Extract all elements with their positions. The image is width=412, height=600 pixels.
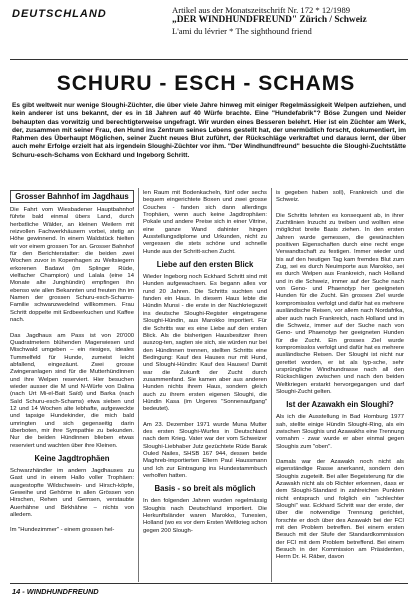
section-heading: Liebe auf den ersten Blick — [156, 260, 254, 270]
paragraph: In den folgenden Jahren wurden regelmässig Sloughis nach Deutschland importiert. Die Herkunftsländer waren Marokko, Tunesien, Holland (wo es vor dem Ersten Weltkrieg schon gegen 200 Slough- — [143, 498, 267, 534]
publication-info — [172, 5, 408, 36]
publication-line-2: „DER WINDHUNDFREUND" Zürich / Schweiz — [172, 15, 367, 26]
paragraph: is gegeben haben soll), Frankreich und die Schweiz. — [276, 190, 404, 204]
column-2 — [143, 190, 267, 535]
publication-line-3: L'ami du lévrier * The sighthound friend — [172, 25, 312, 36]
paragraph: Am 23. Dezember 1971 wurde Muna Mutter des ersten Sloughi-Wurfes in Deutschland nach dem Krieg. Vater war der vom Schweizer Sloughi-Liebhaber Jutz gezüchtete Rüde Barak Ouled Nailes, SHSB 167 944, dessen beide Maghreb-importierten Eltern Paul Haussmann und Ich zur Eintragung ins Hundestammbuch verholfen hatten. — [143, 421, 267, 480]
paragraph: Damals war der Azawakh noch nicht als eigenständige Rasse anerkannt, sondern den Sloughis zugeteilt. Bei aller Begeisterung für die Azawakh nicht als ob Richter erkennen, dass er dem Sloughi-Standard in zahlreichen Punkten nicht entsprach und folglich ein "schlechter Sloughi" war. Eckhard Schritt war der erste, der über die notwendige Trennung gerichtet, forschte er doch über des Azawakh bei der FCI mit den Problem betreffen. Bei einem ersten Besuch mit der Stufe der Standardkommission der FCI mit dem Problem betreffend. Bei einem Besuch in der Kommission am Präsidenten, Herrn Dr. H. Räber, davon — [276, 459, 404, 561]
section-country-label: DEUTSCHLAND — [12, 8, 107, 20]
paragraph: Im "Hundezimmer" - einem grossen hel- — [10, 527, 115, 534]
article-lead: Es gibt weltweit nur wenige Sloughi-Züchter, die über viele Jahre hinweg mit einiger Regelmässigkeit Welpen aufziehen, und kein anderer ist uns bekannt, der es in 18 Jahren auf 40 Würfe brachte. Eine "Hundefabrik"? Böse Zungen und Neider behaupten das vorwitzig und berechtigterweise ungefragt. Wir wurden eines Besseren belehrt. Hier ist ein Züchter am Werk, der, zusammen mit seiner Frau, den Hund ins Zentrum seines Lebens gestellt hat, der unermüdlich forscht, dokumentiert, im Rahmen des Überhaupt Möglichen, seiner Zucht neues Blut zuführt, der Rückschläge verkraftet und daraus lernt, der über auch mehr Erfolge erzielt hat als irgendein Sloughi-Züchter vor ihm. "Der Windhundfreund" besuchte die Sloughi-Zuchtstätte Schuru-esch-Schams von Eckhard und Ingeborg Schritt. — [12, 102, 406, 159]
paragraph: Die Fahrt vom Wiesbadener Hauptbahnhof führte bald einmal übers Land, durch herbstliche Wälder, an kleinen Weilern mit reizvollen Fachwerkhäusern vorbei, stetig an Höhe gewinnend. In einem Waldstück hielten wir vor einem grossen Tor an. Grosser Bahnhof für den Berichterstatter: die beiden zwei Wochen zuvor in Kopenhagen zu Weltsiegern erkorenen Badawi (im Splinger Rüde, vielfacher Champion) und Lalala (eine 14 Monate alte Junghündin) empfingen ihn ebenso wie allen Bekannten und freuten ihn im Namen der grossen Schuru-esch-Schams-Familie schwanzwedelnd willkommen. Frau Schritt doppelte mit Erdbeerkuchen und Kaffee nach. — [10, 207, 134, 324]
header-divider — [10, 59, 408, 60]
publication-line-1: Artikel aus der Monatszeitschrift Nr. 172 * 12/1989 — [172, 5, 351, 15]
column-divider — [271, 188, 272, 582]
paragraph: len Raum mit Bodenkacheln, fünf oder sechs bequem eingerichtete Boxen und zwei grosse Couches - fanden sich dann allerdings Trophäen, wenn auch keine Jagdtrophäen: Pokale und andere Preise sich in einer Vitrine, eine ganze Wand dahinter hingen Ausstellungsdiplome und Urkunden, nicht zu vergessen die stets schöne und schnelle Hunde aus der Schritt-schen Zucht. — [143, 190, 267, 255]
section-heading: Keine Jagdtrophäen — [34, 454, 110, 463]
paragraph: Wieder Ingeborg noch Eckhard Schritt sind mit Hunden aufgewachsen. Es begann alles vor rund 20 Jahren. Die Schritts suchten und fanden ein Haus. In diesem Haus lebte die Hündin Munsi - die erste in der Nachkriegszeit ins deutsche Sloughi-Register eingetragene Sloughi-Hündin, aus Marokko importiert. Für die Schritts war es eine Liebe auf den ersten Blick. Als die bisherigen Hausbesitzer ihren auszog-ten, sagten sie sich, sie würden nur bei den Hündinnen trennen, stellten Schritts eine Bedingung: Kauf des Hauses nur mit Hund, und Sloughi-Hündin: Kauf des Hauses! Damit war die Zukunft der Zucht durch zusammenfand. Sie kamen aber aus anderen Hunden nichts ihrem Haus, sondern gleich auch zu ihrem ersten eigenen Sloughi, die Hündin Kasa (im Urgeres "Sonnenaufgang" bedeutet). — [143, 274, 267, 413]
column-divider — [138, 188, 139, 582]
paragraph: Als ich die Ausstellung in Bad Homburg 1977 sah, stellte einige Hündin Sloughi-Ring, als ein zwischen Sloughis und Azawakhs eine Trennung vornahm - zwar wurde er aber einmal gegen Sloughis zum "oben". — [276, 414, 404, 450]
page-footer: 14 - WINDHUNDFREUND — [12, 587, 99, 596]
section-heading: Basis - so breit als möglich — [154, 484, 256, 494]
footer-divider — [10, 583, 408, 584]
article-title: SCHURU - ESCH - SCHAMS — [56, 72, 356, 95]
paragraph: Die Schritts lehnten es konsequent ab, in ihrer Zuchtlinien Inzucht zu treiben und wollten eine möglichst breite Basis ziehen. In den ersten Jahren wurde gemessen, die gewünschten positiven Eigenschaften durch eine recht enge Verwandtschaft zu festigen. Immer wieder und bis auf den heutigen Tag kam fremdes Blut zum Zug, sei es durch Neuimporte aus Marokko, sei es durch Welpen aus Frankreich, nach Holland und in die Schweiz, immer auf der Suche nach von Geno- und Phaenotyp her geeigneten Hunden für die Zucht. Ein grosses Ziel wurde kompromisslos verfolgt und dafür hat es mehrere ausländische Reisen, vor allem nach Nordafrika, aber auch nach Frankreich, nach Holland und in die Schweiz, immer auf der Suche nach von Geno- und Phaenotyp her geeigneten Hunden für die Zucht. Ein grosses Ziel wurde kompromisslos verfolgt und dafür hat es mehrere ausländische Reisen. Der Sloughi ist nicht nur gerettet worden, er ist als typ-sche, sehr ursprüngliche Windhundrasse nach all den Rückschlägen zwischen und nach den beiden Weltkriegen erstarkt hervorgegangen und darf Sloughi-Zucht gelten. — [276, 212, 405, 395]
paragraph: Das Jagdhaus am Pass ist von 20'000 Quadratmetern blühenden Magerwiesen und Mischwald umgeben – ein riesiges, ideales Tummelfeld für Hunde, zumeist leicht abfallend, eingezäunt. Zwei grosse Zwingeranlagen sind für die Mutterhündinnen und ihre Welpen reserviert. Hier besuchen wieder ausser die M und N-Würfe von Dalina (nach Urt Mi-el-Bait Saïd) und Barka (nach Saïd Schuru-esch-Schams) etwa sieben und 12 und 14 Wochen alte lebhafte, aufgeweckte und tapsige Hundekinder, die mich bald umringten und sich gegenseitig darin überboten, mir ihre Sympathie zu bekunden. Nur die beiden Hündinnen blieben etwas reserviert und wachten über ihre Kleinen. — [10, 332, 134, 449]
section-heading: Ist der Azawakh ein Sloughi? — [286, 400, 394, 410]
column-3 — [276, 190, 404, 562]
section-heading: Grosser Bahnhof im Jagdhaus — [10, 190, 134, 203]
column-1 — [10, 190, 134, 535]
paragraph: Schwarzhändler im andern Jagdhauses zu Gast und in einem Hallo voller Trophäen: ausgestopfte Wildschwein- und Hirsch-köpfe, Geweihe und Gehörne in allen Grössen von Hirschen, Rehen und Gemsen, verstaubte Auerhähne und Birkhähne – nichts von alledem. — [10, 468, 134, 519]
